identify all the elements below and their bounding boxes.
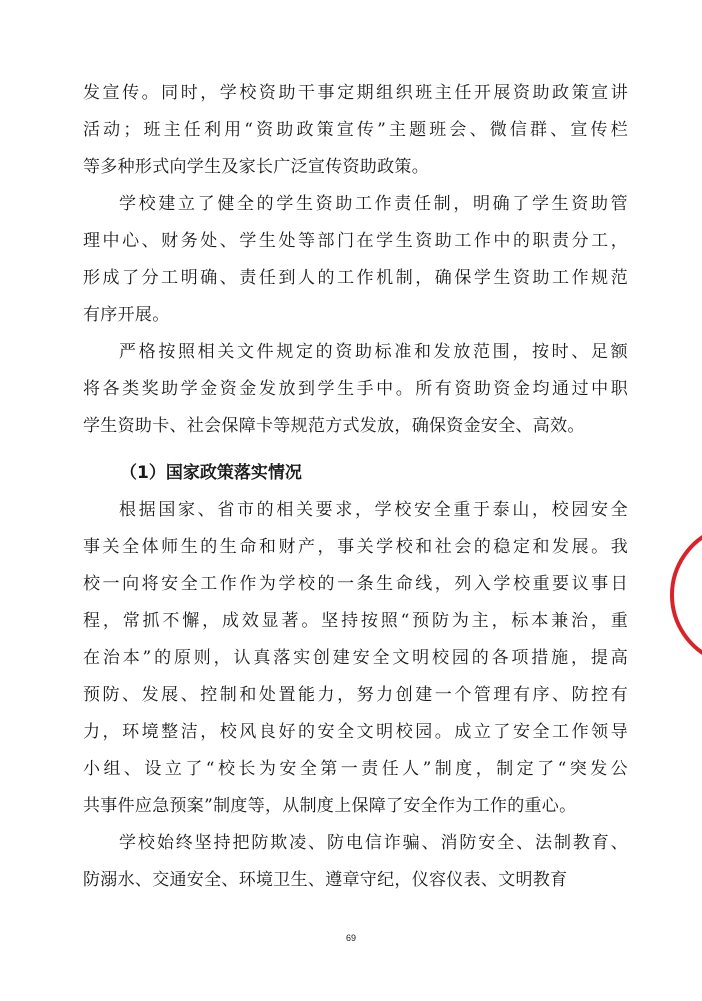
paragraph-4 — [83, 492, 628, 825]
paragraph-3 — [83, 334, 628, 445]
text-line: 有序开展。 — [83, 305, 170, 325]
text-line: 学校建立了健全的学生资助工作责任制，明确了学生资助管 — [119, 194, 628, 214]
text-line: 校一向将安全工作作为学校的一条生命线，列入学校重要议事日 — [83, 574, 628, 594]
paragraph-2 — [83, 186, 628, 334]
text-line: 学校始终坚持把防欺凌、防电信诈骗、消防安全、法制教育、 — [119, 833, 628, 853]
text-line: 形成了分工明确、责任到人的工作机制，确保学生资助工作规范 — [83, 268, 628, 288]
text-line: 防溺水、交通安全、环境卫生、遵章守纪，仪容仪表、文明教育 — [83, 870, 568, 890]
text-line: 发宣传。同时，学校资助干事定期组织班主任开展资助政策宣讲 — [83, 83, 628, 103]
text-line: 程，常抓不懈，成效显著。坚持按照“预防为主，标本兼治，重 — [83, 611, 628, 631]
paragraph-1 — [83, 75, 628, 186]
text-line: 在治本”的原则，认真落实创建安全文明校园的各项措施，提高 — [83, 648, 628, 668]
text-line: 等多种形式向学生及家长广泛宣传资助政策。 — [83, 157, 429, 177]
section-heading: （1）国家政策落实情况 — [120, 463, 302, 483]
text-line: 事关全体师生的生命和财产，事关学校和社会的稳定和发展。我 — [83, 537, 628, 557]
text-line: 将各类奖助学金资金发放到学生手中。所有资助资金均通过中职 — [83, 379, 628, 399]
text-line: 共事件应急预案”制度等，从制度上保障了安全作为工作的重心。 — [83, 796, 577, 816]
text-line: 严格按照相关文件规定的资助标准和发放范围，按时、足额 — [119, 342, 628, 362]
paragraph-5 — [83, 825, 628, 899]
text-line: 理中心、财务处、学生处等部门在学生资助工作中的职责分工， — [83, 231, 628, 251]
seal-stamp-icon — [656, 520, 702, 670]
text-line: 学生资助卡、社会保障卡等规范方式发放，确保资金安全、高效。 — [83, 416, 585, 436]
text-line: 预防、发展、控制和处置能力，努力创建一个管理有序、防控有 — [83, 685, 628, 705]
text-line: 小组、设立了“校长为安全第一责任人”制度，制定了“突发公 — [83, 759, 628, 779]
text-line: 活动；班主任利用“资助政策宣传”主题班会、微信群、宣传栏 — [83, 120, 628, 140]
page-number: 69 — [345, 933, 356, 943]
text-line: 力，环境整洁，校风良好的安全文明校园。成立了安全工作领导 — [83, 722, 628, 742]
text-line: 根据国家、省市的相关要求，学校安全重于泰山，校园安全 — [119, 500, 628, 520]
